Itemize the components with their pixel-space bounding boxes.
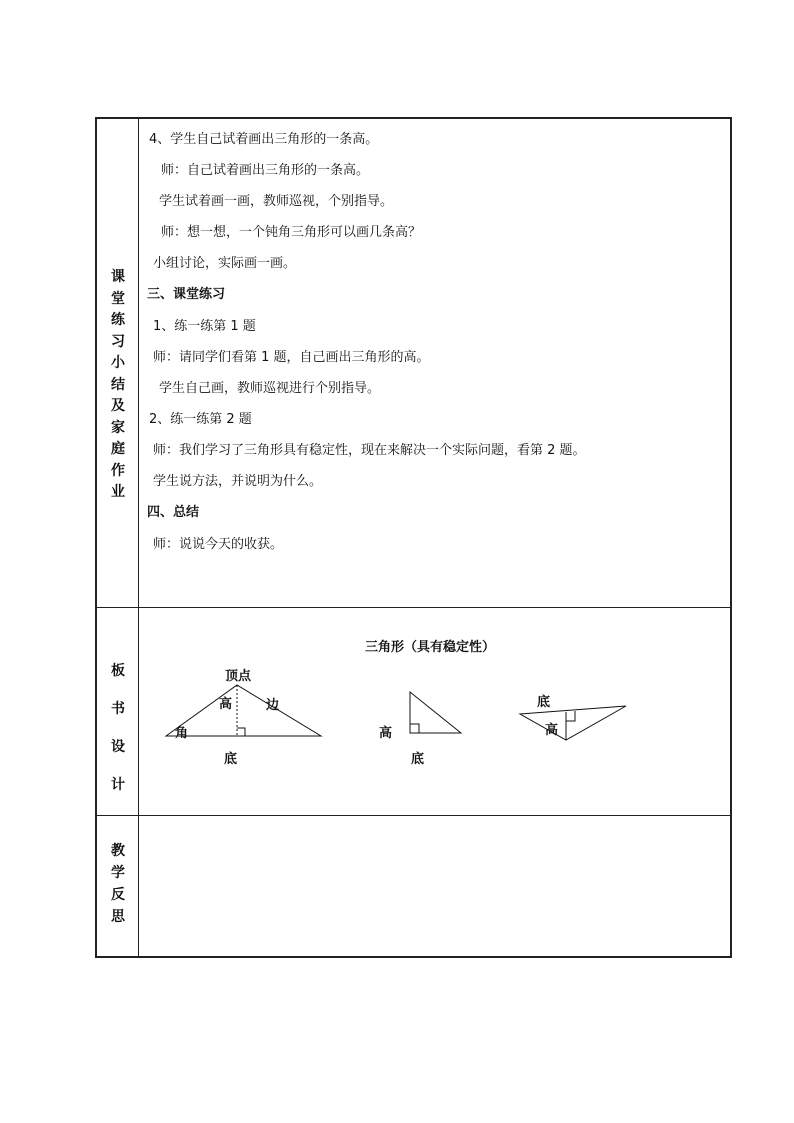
height-label: 高 (219, 697, 233, 712)
practice-line: 学生试着画一画，教师巡视，个别指导。 (159, 194, 394, 209)
right-angle-mark (410, 724, 419, 733)
label-char: 设 (111, 739, 125, 755)
board-label (97, 652, 139, 804)
practice-line: 学生自己画，教师巡视进行个别指导。 (159, 381, 381, 396)
height-label: 高 (545, 723, 559, 738)
practice-line: 4、学生自己试着画出三角形的一条高。 (149, 132, 379, 147)
angle-label: 角 (175, 726, 189, 741)
label-char: 计 (111, 777, 125, 793)
label-char: 结 (111, 376, 125, 393)
practice-line: 师：我们学习了三角形具有稳定性，现在来解决一个实际问题，看第 2 题。 (153, 443, 586, 458)
label-char: 思 (111, 909, 125, 925)
base-label: 底 (411, 752, 425, 767)
section-heading: 四、总结 (147, 505, 200, 520)
label-char: 堂 (111, 290, 125, 307)
label-char: 课 (111, 269, 125, 285)
reflection-label (97, 840, 139, 928)
practice-line: 师：说说今天的收获。 (153, 537, 284, 552)
right-angle-mark (237, 728, 245, 736)
practice-line: 2、练一练第 2 题 (149, 412, 252, 427)
triangle-3 (520, 706, 626, 740)
label-char: 学 (111, 865, 125, 881)
label-char: 及 (111, 398, 125, 414)
label-char: 书 (111, 701, 125, 717)
practice-content (139, 119, 730, 607)
base-label: 底 (224, 752, 238, 767)
label-char: 庭 (111, 441, 125, 457)
label-char: 板 (111, 663, 125, 679)
section-heading: 三、课堂练习 (147, 287, 226, 302)
board-title: 三角形（具有稳定性） (365, 640, 496, 655)
label-char: 练 (111, 312, 125, 328)
triangle-2 (410, 692, 461, 733)
practice-row (97, 119, 730, 607)
board-content (139, 608, 730, 815)
board-row (97, 607, 730, 815)
practice-label-cell (97, 119, 139, 607)
lesson-plan-table (95, 117, 732, 958)
practice-line: 师：自己试着画出三角形的一条高。 (161, 163, 370, 178)
board-diagram (139, 608, 731, 814)
label-char: 作 (111, 462, 125, 479)
label-char: 习 (111, 333, 125, 350)
practice-label (97, 267, 139, 504)
practice-line: 师：请同学们看第 1 题，自己画出三角形的高。 (153, 350, 430, 365)
reflection-content (139, 816, 730, 958)
reflection-row (97, 815, 730, 958)
practice-line: 小组讨论，实际画一画。 (153, 256, 297, 271)
vertex-label: 顶点 (225, 669, 252, 684)
label-char: 反 (111, 887, 125, 903)
label-char: 家 (111, 419, 125, 436)
practice-line: 师：想一想，一个钝角三角形可以画几条高？ (161, 225, 422, 240)
practice-line: 学生说方法，并说明为什么。 (153, 474, 323, 489)
right-angle-mark (566, 711, 575, 721)
label-char: 业 (111, 484, 125, 500)
board-label-cell (97, 608, 139, 815)
side-label: 边 (266, 698, 280, 713)
base-label: 底 (537, 695, 551, 710)
label-char: 教 (111, 843, 125, 859)
reflection-label-cell (97, 816, 139, 958)
label-char: 小 (111, 355, 125, 371)
height-label: 高 (379, 726, 393, 741)
practice-line: 1、练一练第 1 题 (153, 319, 256, 334)
